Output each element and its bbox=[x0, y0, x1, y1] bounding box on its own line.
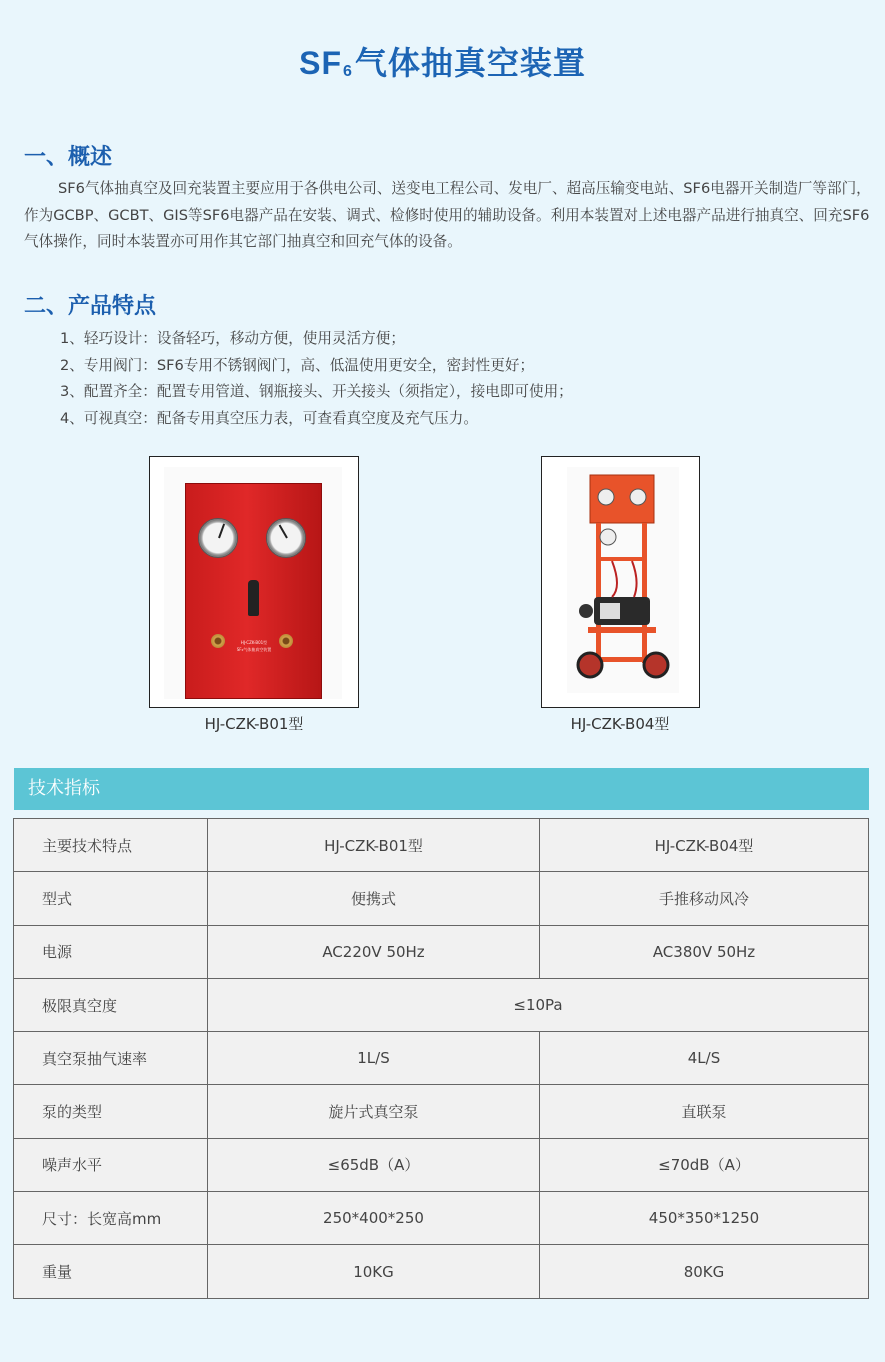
row-label: 尺寸：长宽高mm bbox=[14, 1192, 208, 1245]
overview-paragraph: SF6气体抽真空及回充装置主要应用于各供电公司、送变电工程公司、发电厂、超高压输变电站、SF6电器开关制造厂等部门，作为GCBP、GCBT、GIS等SF6电器产品在安装、调式、检修时使用的辅助设备。利用本装置对上述电器产品进行抽真空、回充SF6气体操作，同时本装置亦可用作其它部门抽真空和回充气体的设备。 bbox=[24, 180, 871, 250]
vacuum-gauge-icon bbox=[198, 518, 238, 558]
table-row bbox=[14, 978, 869, 1031]
cell-b04: 80KG bbox=[540, 1245, 869, 1298]
row-label: 电源 bbox=[14, 925, 208, 978]
red-cabinet bbox=[185, 483, 322, 699]
table-row bbox=[14, 1085, 869, 1138]
feature-item: 2、专用阀门：SF6专用不锈钢阀门，高、低温使用更安全，密封性更好； bbox=[60, 356, 535, 374]
title-suffix: 气体抽真空装置 bbox=[354, 45, 586, 81]
cell-b01: ≤65dB（A） bbox=[208, 1138, 540, 1191]
cell-b01: 便携式 bbox=[208, 872, 540, 925]
cell-b04: ≤70dB（A） bbox=[540, 1138, 869, 1191]
valve-handle bbox=[248, 580, 259, 616]
feature-item: 4、可视真空：配备专用真空压力表，可查看真空度及充气压力。 bbox=[60, 409, 478, 427]
cell-b01: 旋片式真空泵 bbox=[208, 1085, 540, 1138]
nameplate-model: HJ-CZK-B01型 bbox=[240, 640, 268, 645]
cell-b04: AC380V 50Hz bbox=[540, 925, 869, 978]
cell-b01: HJ-CZK-B01型 bbox=[208, 819, 540, 872]
product-image-b01 bbox=[149, 456, 359, 708]
cell-b01: 10KG bbox=[208, 1245, 540, 1298]
product-image-b04 bbox=[541, 456, 700, 708]
features-heading: 二、产品特点 bbox=[24, 294, 157, 319]
cell-b01: 1L/S bbox=[208, 1032, 540, 1085]
row-label: 真空泵抽气速率 bbox=[14, 1032, 208, 1085]
photo-backdrop bbox=[164, 467, 342, 699]
inlet-port-icon bbox=[211, 634, 225, 648]
overview-heading: 一、概述 bbox=[24, 145, 113, 170]
row-label: 型式 bbox=[14, 872, 208, 925]
cell-merged: ≤10Pa bbox=[208, 978, 869, 1031]
row-label: 泵的类型 bbox=[14, 1085, 208, 1138]
caption-b04: HJ-CZK-B04型 bbox=[570, 715, 670, 733]
cell-b04: HJ-CZK-B04型 bbox=[540, 819, 869, 872]
table-row bbox=[14, 925, 869, 978]
table-row bbox=[14, 1245, 869, 1298]
features-list bbox=[60, 326, 573, 432]
feature-item: 3、配置齐全：配置专用管道、钢瓶接头、开关接头（须指定），接电即可使用； bbox=[60, 383, 573, 400]
cell-b04: 手推移动风冷 bbox=[540, 872, 869, 925]
spec-table bbox=[13, 818, 869, 1299]
page-title bbox=[0, 38, 885, 84]
pressure-gauge-icon bbox=[266, 518, 306, 558]
cell-b04: 450*350*1250 bbox=[540, 1192, 869, 1245]
title-subscript: 6 bbox=[342, 63, 353, 80]
cell-b04: 4L/S bbox=[540, 1032, 869, 1085]
feature-item: 1、轻巧设计：设备轻巧，移动方便，使用灵活方便； bbox=[60, 330, 405, 347]
row-label: 极限真空度 bbox=[14, 978, 208, 1031]
row-label: 重量 bbox=[14, 1245, 208, 1298]
spec-section-header: 技术指标 bbox=[14, 768, 869, 810]
cell-b01: 250*400*250 bbox=[208, 1192, 540, 1245]
nameplate-name: SF₆气体抽真空装置 bbox=[236, 647, 272, 652]
row-label: 噪声水平 bbox=[14, 1138, 208, 1191]
title-prefix: SF bbox=[299, 45, 342, 81]
table-row bbox=[14, 1138, 869, 1191]
cell-b04: 直联泵 bbox=[540, 1085, 869, 1138]
table-row bbox=[14, 1192, 869, 1245]
caption-b01: HJ-CZK-B01型 bbox=[204, 715, 304, 733]
table-row bbox=[14, 1032, 869, 1085]
row-label: 主要技术特点 bbox=[14, 819, 208, 872]
table-row bbox=[14, 872, 869, 925]
table-row bbox=[14, 819, 869, 872]
trolley-illustration bbox=[542, 457, 698, 706]
cell-b01: AC220V 50Hz bbox=[208, 925, 540, 978]
